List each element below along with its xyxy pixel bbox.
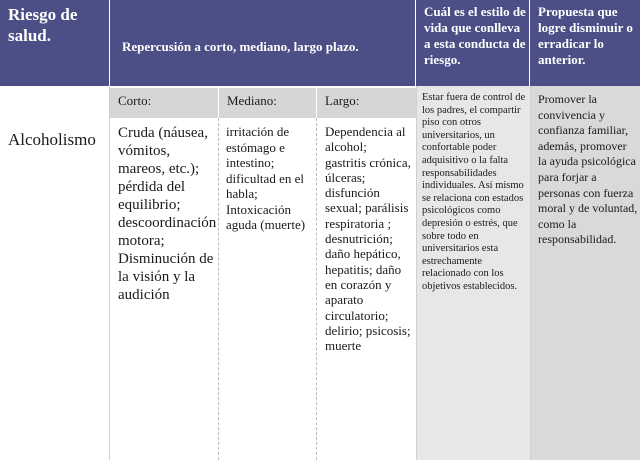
subheader-largo: Largo: [316, 88, 416, 118]
header-propuesta [530, 0, 640, 86]
header-riesgo [0, 0, 110, 86]
header-propuesta-label: Propuesta que logre disminuir o erradicar lo anterior. [538, 4, 633, 67]
divider [316, 118, 317, 460]
header-repercusion [110, 0, 416, 86]
header-riesgo-label: Riesgo de salud. [8, 5, 78, 45]
cell-estilo: Estar fuera de control de los padres, el compartir piso con otros universitarios, un confortable poder adquisitivo o la falta responsabilidades individuales. Así mismo se relaciona con estados psicológicos como depresión o estrés, que sobre todo en universitarios esta estrechamente relacionado con los objetivos establecidos. [422, 92, 526, 292]
divider [218, 118, 219, 460]
header-estilo-label: Cuál es el estilo de vida que conlleva a esta conducta de riesgo. [424, 4, 526, 67]
cell-corto: Cruda (náusea, vómitos, mareos, etc.); pérdida del equilibrio; descoordinación motora; Disminución de la visión y la audición [118, 125, 217, 303]
cell-propuesta: Promover la convivencia y confianza familiar, además, promover la ayuda psicológica para forjar a personas con fuerza moral y de voluntad, como la responsabilidad. [538, 92, 638, 247]
subheader-mediano: Mediano: [218, 88, 316, 118]
subheader-corto: Corto: [110, 88, 218, 118]
cell-mediano: irritación de estómago e intestino; dificultad en el habla; Intoxicación aguda (muerte) [226, 124, 306, 232]
cell-largo: Dependencia al alcohol; gastritis crónica, úlceras; disfunción sexual; parálisis respiratoria ; desnutrición; daño hepático, hepatitis; daño en corazón y aparato circulatorio; delirio; psicosis; muerte [325, 124, 411, 354]
cell-riesgo: Alcoholismo [8, 130, 96, 149]
header-estilo [416, 0, 530, 86]
header-repercusion-label: Repercusión a corto, mediano, largo plazo. [122, 39, 359, 54]
